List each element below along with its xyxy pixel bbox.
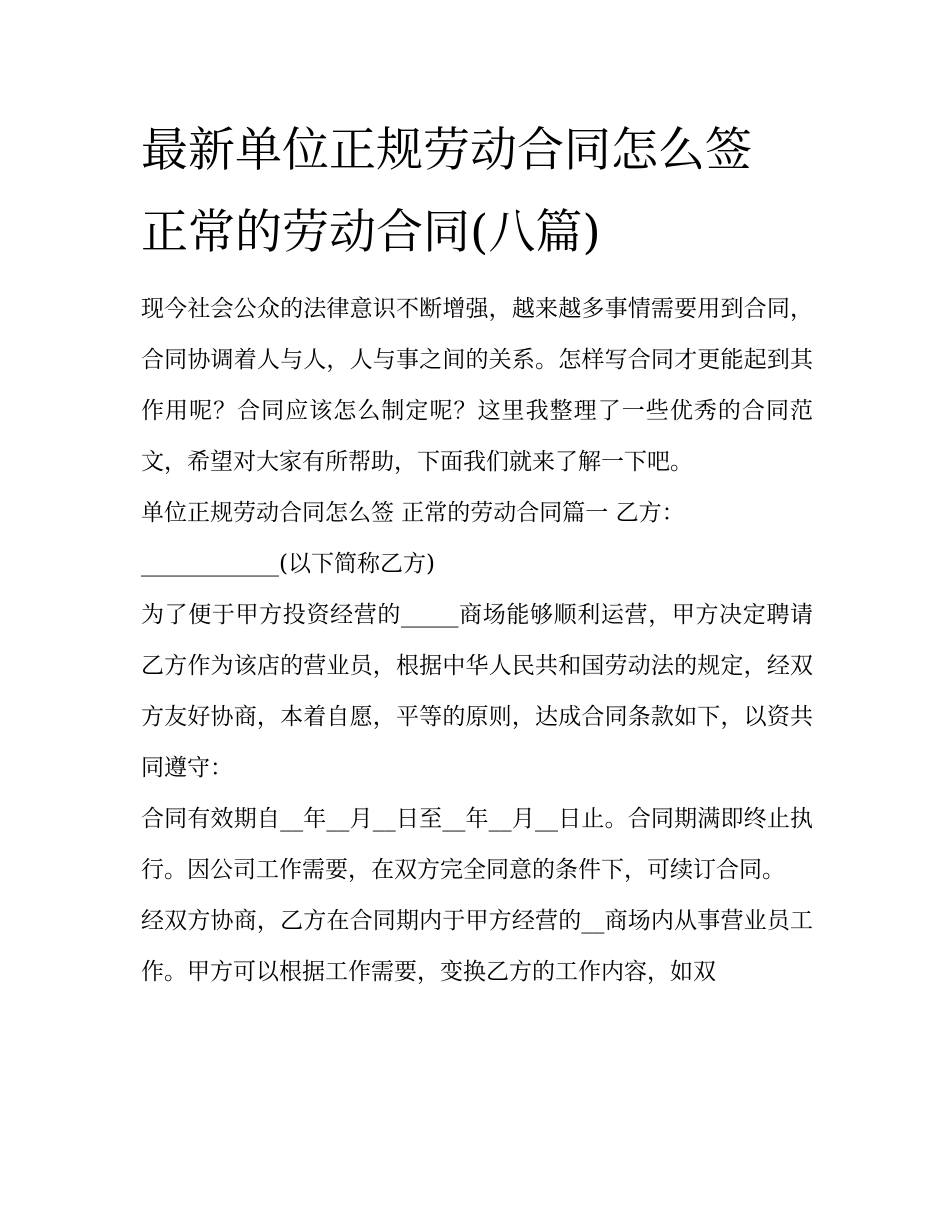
document-title: 最新单位正规劳动合同怎么签 正常的劳动合同(八篇) (141, 123, 752, 260)
paragraph-term: 合同有效期自__年__月__日至__年__月__日止。合同期满即终止执行。因公司工作需要，在双方完全同意的条件下，可续订合同。 (141, 806, 813, 883)
paragraph-section-heading: 单位正规劳动合同怎么签 正常的劳动合同篇一 乙方： (141, 500, 685, 526)
paragraph-intro: 现今社会公众的法律意识不断增强，越来越多事情需要用到合同，合同协调着人与人，人与事之间的关系。怎样写合同才更能起到其作用呢？合同应该怎么制定呢？这里我整理了一些优秀的合同范文，希望对大家有所帮助，下面我们就来了解一下吧。 (141, 296, 813, 475)
paragraph-party-b-blank: ____________(以下简称乙方) (141, 551, 435, 577)
paragraph-purpose: 为了便于甲方投资经营的_____商场能够顺利运营，甲方决定聘请乙方作为该店的营业员，根据中华人民共和国劳动法的规定，经双方友好协商，本着自愿，平等的原则，达成合同条款如下，以资共同遵守： (141, 602, 813, 781)
paragraph-duties: 经双方协商，乙方在合同期内于甲方经营的__商场内从事营业员工作。甲方可以根据工作需要，变换乙方的工作内容，如双 (141, 908, 813, 985)
document-page (141, 110, 813, 998)
